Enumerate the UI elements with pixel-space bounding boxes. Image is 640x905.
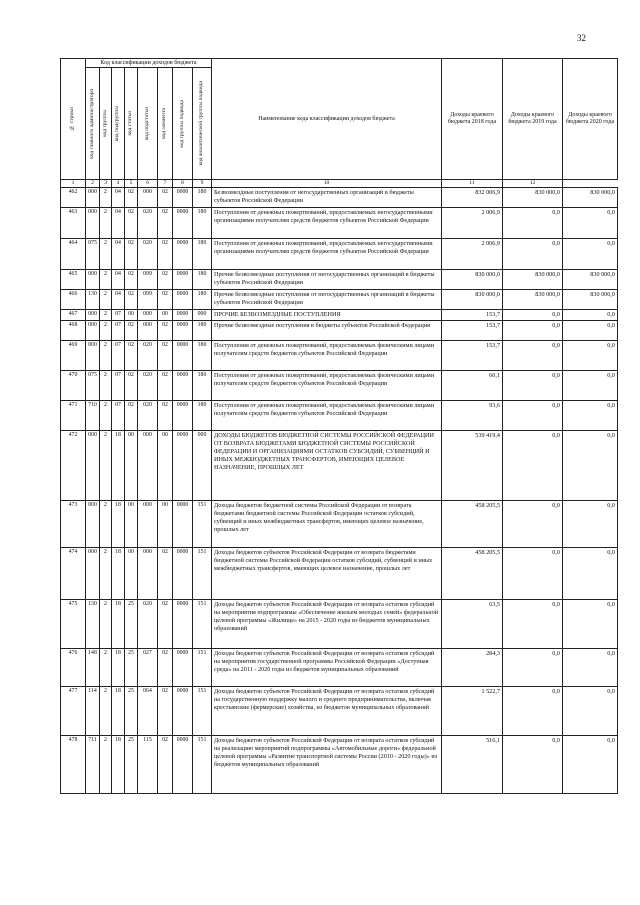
value-2020: 0,0 [563,649,618,687]
code-article: 25 [125,600,138,649]
code-element: 02 [158,208,173,239]
value-2018: 832 006,9 [442,188,503,208]
budget-income-table [60,58,618,794]
value-2019: 0,0 [503,341,563,371]
code-admin: 000 [86,431,100,501]
header-code-element: код элемента [158,68,173,180]
value-2019: 0,0 [503,431,563,501]
table-row [61,371,618,401]
code-subgroup: 18 [112,649,125,687]
code-element: 00 [158,431,173,501]
code-admin: 000 [86,501,100,548]
header-income-2020: Доходы краевого бюджета 2020 года [563,59,618,180]
row-number: 470 [61,371,86,401]
code-article: 02 [125,321,138,341]
code-admin: 000 [86,270,100,290]
code-admin: 075 [86,239,100,270]
column-number: 4 [112,180,125,188]
code-subarticle: 064 [138,687,158,736]
code-group: 2 [100,371,112,401]
header-classification-group: Код классификации доходов бюджета [86,59,212,68]
code-subarticle: 000 [138,501,158,548]
table-row [61,270,618,290]
table-row [61,310,618,321]
code-subtype-group: 0000 [173,687,193,736]
code-analytic-group: 180 [193,371,212,401]
row-name: Прочие безвозмездные поступления в бюджеты субъектов Российской Федерации [212,321,442,341]
code-analytic-group: 151 [193,548,212,600]
code-subtype-group: 0000 [173,431,193,501]
code-subtype-group: 0000 [173,239,193,270]
value-2018: 830 000,0 [442,270,503,290]
code-group: 2 [100,431,112,501]
code-article: 00 [125,431,138,501]
column-number: 8 [173,180,193,188]
code-subgroup: 07 [112,321,125,341]
row-name: Безвозмездные поступления от негосударственных организаций в бюджеты субъектов Российской Федерации [212,188,442,208]
column-number-row [61,180,618,188]
row-name: Поступления от денежных пожертвований, предоставляемых физическими лицами получателям средств бюджетов субъектов Российской Федерации [212,341,442,371]
code-group: 2 [100,290,112,310]
code-group: 2 [100,188,112,208]
code-article: 02 [125,341,138,371]
value-2018: 458 205,5 [442,548,503,600]
code-analytic-group: 000 [193,431,212,501]
header-income-2019: Доходы краевого бюджета 2019 года [503,59,563,180]
code-subarticle: 027 [138,649,158,687]
code-subtype-group: 0000 [173,321,193,341]
code-subtype-group: 0000 [173,736,193,794]
column-number: 12 [503,180,563,188]
page-number: 32 [577,33,586,43]
code-admin: 000 [86,310,100,321]
code-subtype-group: 0000 [173,188,193,208]
header-row-no: № строки [61,59,86,180]
table-row [61,501,618,548]
table-row [61,239,618,270]
code-subgroup: 18 [112,431,125,501]
code-element: 02 [158,649,173,687]
value-2018: 93,6 [442,401,503,431]
value-2019: 0,0 [503,310,563,321]
column-number: 10 [212,180,442,188]
code-analytic-group: 151 [193,736,212,794]
code-analytic-group: 180 [193,239,212,270]
table-row [61,431,618,501]
code-subgroup: 18 [112,736,125,794]
code-group: 2 [100,687,112,736]
header-row-top [61,59,618,68]
code-subgroup: 18 [112,501,125,548]
code-group: 2 [100,736,112,794]
code-article: 00 [125,548,138,600]
code-subgroup: 04 [112,208,125,239]
row-number: 467 [61,310,86,321]
table-row [61,401,618,431]
value-2020: 0,0 [563,548,618,600]
value-2018: 60,1 [442,371,503,401]
row-number: 476 [61,649,86,687]
code-group: 2 [100,401,112,431]
header-code-subgroup: код подгруппы [112,68,125,180]
code-element: 00 [158,501,173,548]
value-2019: 830 000,0 [503,290,563,310]
code-subtype-group: 0000 [173,371,193,401]
code-group: 2 [100,548,112,600]
code-subtype-group: 0000 [173,290,193,310]
code-group: 2 [100,321,112,341]
code-subarticle: 000 [138,548,158,600]
code-subtype-group: 0000 [173,501,193,548]
code-article: 00 [125,501,138,548]
code-element: 02 [158,321,173,341]
header-code-article: код статьи [125,68,138,180]
value-2019: 0,0 [503,208,563,239]
row-number: 463 [61,208,86,239]
code-article: 02 [125,239,138,270]
value-2018: 284,3 [442,649,503,687]
row-name: Доходы бюджетов субъектов Российской Федерации от возврата бюджетами бюджетной системы Российской Федерации остатков субсидий, субвенций и иных межбюджетных трансфертов, имеющих целевое назначение, прошлых лет [212,548,442,600]
table-row [61,736,618,794]
value-2018: 153,7 [442,321,503,341]
row-name: Доходы бюджетов субъектов Российской Федерации от возврата остатков субсидий на мероприятия подпрограммы «Обеспечение жильем молодых семей» федеральной целевой программы «Жилище» на 2015 - 2020 годы из бюджетов муниципальных образований [212,600,442,649]
code-analytic-group: 151 [193,600,212,649]
code-analytic-group: 180 [193,401,212,431]
header-code-admin: код главного администратора [86,68,100,180]
code-article: 02 [125,371,138,401]
code-admin: 000 [86,188,100,208]
row-number: 464 [61,239,86,270]
code-element: 02 [158,239,173,270]
code-subgroup: 04 [112,290,125,310]
column-number: 3 [100,180,112,188]
code-element: 02 [158,736,173,794]
value-2020: 0,0 [563,687,618,736]
header-name: Наименование кода классификации доходов бюджета [212,59,442,180]
row-name: ДОХОДЫ БЮДЖЕТОВ БЮДЖЕТНОЙ СИСТЕМЫ РОССИЙСКОЙ ФЕДЕРАЦИИ ОТ ВОЗВРАТА БЮДЖЕТАМИ БЮДЖЕТНОЙ СИСТЕМЫ РОССИЙСКОЙ ФЕДЕРАЦИИ И ОРГАНИЗАЦИЯМИ ОСТАТКОВ СУБСИДИЙ, СУБВЕНЦИЙ И ИНЫХ МЕЖБЮДЖЕТНЫХ ТРАНСФЕРТОВ, ИМЕЮЩИХ ЦЕЛЕВОЕ НАЗНАЧЕНИЕ, ПРОШЛЫХ ЛЕТ [212,431,442,501]
value-2018: 516,1 [442,736,503,794]
table-row [61,687,618,736]
code-subtype-group: 0000 [173,341,193,371]
code-element: 02 [158,270,173,290]
row-name: Доходы бюджетов субъектов Российской Федерации от возврата остатков субсидий на мероприятия государственной программы Российской Федерации «Доступная среда» на 2011 - 2020 годы из бюджетов муниципальных образований [212,649,442,687]
code-subarticle: 115 [138,736,158,794]
row-number: 465 [61,270,86,290]
table-row [61,649,618,687]
value-2020: 0,0 [563,239,618,270]
value-2020: 0,0 [563,208,618,239]
value-2018: 1 522,7 [442,687,503,736]
code-article: 02 [125,208,138,239]
code-subgroup: 04 [112,239,125,270]
code-subgroup: 07 [112,310,125,321]
code-subtype-group: 0000 [173,401,193,431]
code-group: 2 [100,649,112,687]
code-group: 2 [100,208,112,239]
row-name: Поступления от денежных пожертвований, предоставляемых негосударственными организациями получателям средств бюджетов субъектов Российской Федерации [212,239,442,270]
code-group: 2 [100,600,112,649]
header-code-analytic-group: код аналитической группы подвида [193,68,212,180]
code-group: 2 [100,341,112,371]
code-subarticle: 020 [138,208,158,239]
header-code-subtype-group: код группы подвида [173,68,193,180]
value-2018: 153,7 [442,341,503,371]
code-group: 2 [100,501,112,548]
value-2018: 539 419,4 [442,431,503,501]
code-group: 2 [100,310,112,321]
code-subtype-group: 0000 [173,270,193,290]
row-number: 466 [61,290,86,310]
value-2019: 0,0 [503,736,563,794]
value-2019: 830 000,0 [503,270,563,290]
code-subarticle: 000 [138,431,158,501]
code-analytic-group: 180 [193,270,212,290]
code-subarticle: 020 [138,600,158,649]
code-article: 00 [125,310,138,321]
code-subarticle: 099 [138,270,158,290]
row-name: Доходы бюджетов субъектов Российской Федерации от возврата остатков субсидий на реализацию мероприятий подпрограммы «Автомобильные дороги» федеральной целевой программы «Развитие транспортной системы России (2010 - 2020 годы)» из бюджетов муниципальных образований [212,736,442,794]
value-2020: 0,0 [563,501,618,548]
code-analytic-group: 180 [193,321,212,341]
column-number: 2 [86,180,100,188]
code-subarticle: 000 [138,321,158,341]
value-2019: 0,0 [503,239,563,270]
table-row [61,341,618,371]
column-number: 6 [138,180,158,188]
row-number: 474 [61,548,86,600]
code-admin: 000 [86,321,100,341]
table-row [61,321,618,341]
value-2019: 0,0 [503,321,563,341]
table-row [61,208,618,239]
code-article: 25 [125,736,138,794]
code-element: 02 [158,687,173,736]
code-subgroup: 04 [112,270,125,290]
column-number: 11 [442,180,503,188]
code-admin: 000 [86,341,100,371]
code-subtype-group: 0000 [173,600,193,649]
table-row [61,290,618,310]
table-body [61,188,618,794]
code-subtype-group: 0000 [173,649,193,687]
code-subgroup: 04 [112,188,125,208]
value-2020: 0,0 [563,310,618,321]
code-article: 02 [125,401,138,431]
code-element: 02 [158,401,173,431]
row-name: Доходы бюджетов субъектов Российской Федерации от возврата остатков субсидий на государственную поддержку малого и среднего предпринимательства, включая крестьянские (фермерские) хозяйства, из бюджетов муниципальных образований [212,687,442,736]
row-number: 469 [61,341,86,371]
value-2020: 830 000,0 [563,290,618,310]
value-2020: 830 000,0 [563,270,618,290]
value-2020: 830 000,0 [563,188,618,208]
value-2020: 0,0 [563,431,618,501]
code-subarticle: 000 [138,310,158,321]
column-number: 7 [158,180,173,188]
row-number: 477 [61,687,86,736]
value-2020: 0,0 [563,401,618,431]
row-name: ПРОЧИЕ БЕЗВОЗМЕЗДНЫЕ ПОСТУПЛЕНИЯ [212,310,442,321]
code-subgroup: 07 [112,371,125,401]
code-element: 00 [158,310,173,321]
code-subgroup: 18 [112,548,125,600]
table-row [61,548,618,600]
row-name: Прочие безвозмездные поступления от негосударственных организаций в бюджеты субъектов Российской Федерации [212,270,442,290]
value-2020: 0,0 [563,371,618,401]
code-analytic-group: 000 [193,310,212,321]
value-2018: 458 205,5 [442,501,503,548]
code-element: 02 [158,600,173,649]
code-article: 25 [125,687,138,736]
code-element: 02 [158,188,173,208]
code-analytic-group: 180 [193,341,212,371]
row-number: 473 [61,501,86,548]
value-2019: 0,0 [503,649,563,687]
code-admin: 000 [86,548,100,600]
value-2020: 0,0 [563,736,618,794]
code-admin: 148 [86,649,100,687]
header-code-subarticle: код подстатьи [138,68,158,180]
row-number: 478 [61,736,86,794]
code-admin: 075 [86,371,100,401]
value-2020: 0,0 [563,600,618,649]
code-article: 02 [125,188,138,208]
code-group: 2 [100,239,112,270]
code-subarticle: 020 [138,341,158,371]
row-name: Поступления от денежных пожертвований, предоставляемых негосударственными организациями получателям средств бюджетов субъектов Российской Федерации [212,208,442,239]
column-number: 5 [125,180,138,188]
value-2019: 0,0 [503,401,563,431]
value-2019: 830 000,0 [503,188,563,208]
table-row [61,188,618,208]
code-analytic-group: 151 [193,649,212,687]
row-name: Доходы бюджетов бюджетной системы Российской Федерации от возврата бюджетами бюджетной системы Российской Федерации остатков субсидий, субвенций и иных межбюджетных трансфертов, имеющих целевое назначение, прошлых лет [212,501,442,548]
code-subtype-group: 0000 [173,208,193,239]
code-subtype-group: 0000 [173,310,193,321]
code-admin: 000 [86,208,100,239]
code-analytic-group: 180 [193,208,212,239]
code-subarticle: 020 [138,371,158,401]
code-analytic-group: 151 [193,501,212,548]
code-admin: 130 [86,290,100,310]
code-element: 02 [158,290,173,310]
value-2018: 153,7 [442,310,503,321]
code-analytic-group: 180 [193,188,212,208]
row-number: 471 [61,401,86,431]
value-2020: 0,0 [563,321,618,341]
code-subarticle: 020 [138,401,158,431]
value-2018: 2 006,9 [442,208,503,239]
value-2018: 2 006,9 [442,239,503,270]
code-element: 02 [158,548,173,600]
code-admin: 711 [86,736,100,794]
value-2019: 0,0 [503,548,563,600]
table-row [61,600,618,649]
code-element: 02 [158,341,173,371]
code-subgroup: 18 [112,600,125,649]
value-2019: 0,0 [503,371,563,401]
code-admin: 114 [86,687,100,736]
code-analytic-group: 151 [193,687,212,736]
value-2018: 63,5 [442,600,503,649]
code-subarticle: 099 [138,290,158,310]
row-name: Поступления от денежных пожертвований, предоставляемых физическими лицами получателям средств бюджетов субъектов Российской Федерации [212,371,442,401]
column-number: 9 [193,180,212,188]
code-article: 02 [125,270,138,290]
value-2019: 0,0 [503,501,563,548]
code-admin: 710 [86,401,100,431]
value-2020: 0,0 [563,341,618,371]
row-number: 472 [61,431,86,501]
header-code-group: код группы [100,68,112,180]
value-2019: 0,0 [503,600,563,649]
row-name: Поступления от денежных пожертвований, предоставляемых физическими лицами получателям средств бюджетов субъектов Российской Федерации [212,401,442,431]
code-subgroup: 07 [112,401,125,431]
code-article: 25 [125,649,138,687]
code-analytic-group: 180 [193,290,212,310]
column-number: 1 [61,180,86,188]
row-number: 462 [61,188,86,208]
code-article: 02 [125,290,138,310]
code-subarticle: 000 [138,188,158,208]
value-2019: 0,0 [503,687,563,736]
row-name: Прочие безвозмездные поступления от негосударственных организаций в бюджеты субъектов Российской Федерации [212,290,442,310]
code-subarticle: 020 [138,239,158,270]
code-subgroup: 18 [112,687,125,736]
value-2018: 830 000,0 [442,290,503,310]
code-subgroup: 07 [112,341,125,371]
code-element: 02 [158,371,173,401]
code-admin: 130 [86,600,100,649]
row-number: 468 [61,321,86,341]
code-subtype-group: 0000 [173,548,193,600]
row-number: 475 [61,600,86,649]
code-group: 2 [100,270,112,290]
header-income-2018: Доходы краевого бюджета 2018 года [442,59,503,180]
